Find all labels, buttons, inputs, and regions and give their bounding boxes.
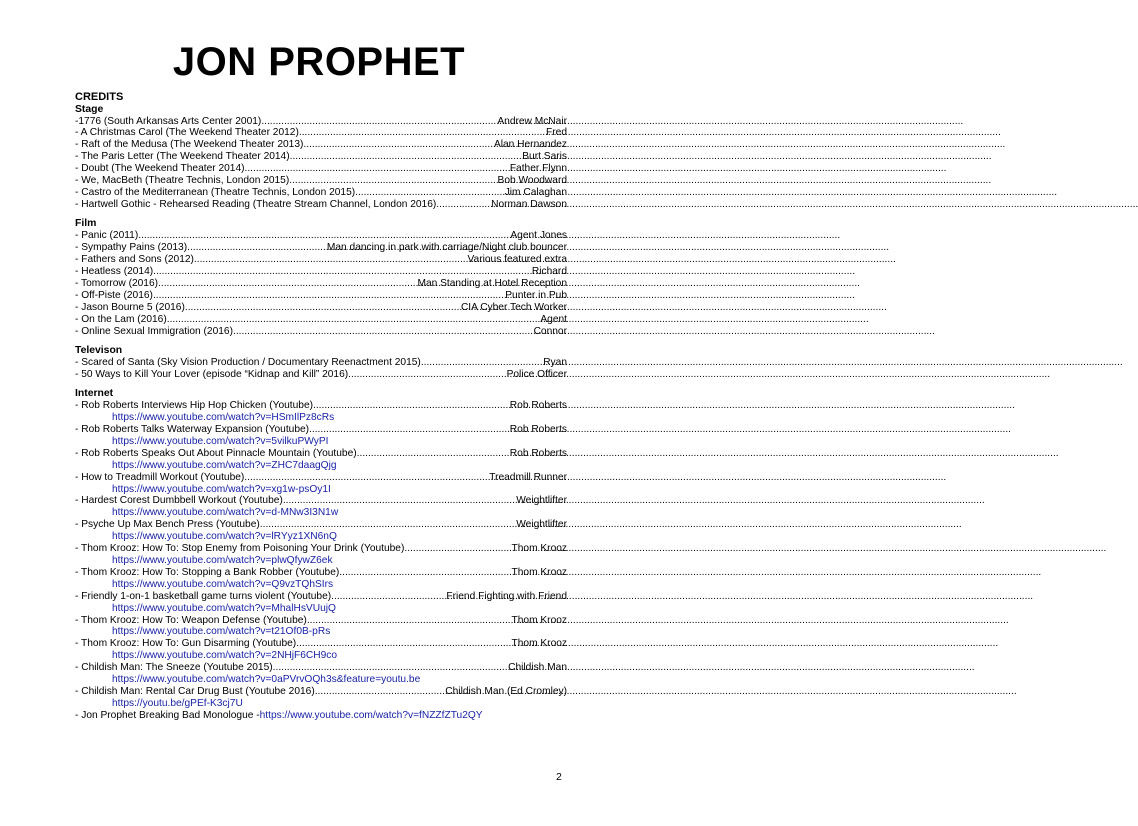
video-link[interactable]: https://www.youtube.com/watch?v=lRYyz1XN6nQ	[112, 531, 337, 543]
credit-title: - Doubt (The Weekend Theater 2014)	[75, 163, 245, 175]
credit-line	[75, 163, 567, 175]
dot-leader	[348, 369, 506, 381]
credit-title: - We, MacBeth (Theatre Technis, London 2015)	[75, 175, 290, 187]
video-link[interactable]: https://www.youtube.com/watch?v=d-MNw3I3N1w	[112, 507, 339, 519]
credit-title: - Hardest Corest Dumbbell Workout (Youtube)	[75, 495, 283, 507]
credit-line	[75, 448, 567, 460]
credit-title: - Fathers and Sons (2012)	[75, 254, 194, 266]
dot-leader	[355, 187, 505, 199]
video-link[interactable]: https://www.youtube.com/watch?v=5vilkuPWyPI	[112, 435, 329, 447]
credit-line	[75, 266, 567, 278]
credit-title: - Raft of the Medusa (The Weekend Theater 2013)	[75, 139, 304, 151]
credit-role: Agent	[540, 313, 567, 325]
credit-role: Childish Man	[508, 662, 567, 674]
dot-leader	[167, 314, 541, 326]
dot-leader	[138, 230, 510, 242]
credit-role: Treadmill Runner	[489, 471, 567, 483]
credit-title: - Thom Krooz: How To: Gun Disarming (Youtube)	[75, 638, 297, 650]
credit-role: Childish Man (Ed Cromley)	[445, 685, 567, 697]
video-link[interactable]: https://www.youtube.com/watch?v=0aPVrvOQh3s&feature=youtu.be	[112, 674, 421, 686]
credit-title: - Friendly 1-on-1 basketball game turns violent (Youtube)	[75, 590, 332, 602]
credit-line	[75, 662, 567, 674]
credit-role: Weightlifter	[516, 519, 567, 531]
credit-line	[75, 400, 567, 412]
credit-role: Ryan	[543, 356, 567, 368]
credit-title: - Sympathy Pains (2013)	[75, 242, 188, 254]
dot-leader	[339, 567, 511, 579]
credit-line	[75, 519, 567, 531]
credits-heading: CREDITS	[75, 91, 124, 103]
dot-leader	[357, 448, 510, 460]
credit-title: - 50 Ways to Kill Your Lover (episode “Kidnap and Kill” 2016)	[75, 368, 349, 380]
credit-title: - How to Treadmill Workout (Youtube)	[75, 471, 245, 483]
credit-title: - Jon Prophet Breaking Bad Monologue -	[75, 709, 260, 721]
credit-title: - Online Sexual Immigration (2016)	[75, 325, 233, 337]
video-link[interactable]: https://www.youtube.com/watch?v=fNZZfZTu2QY	[259, 709, 483, 721]
dot-leader	[244, 472, 489, 484]
dot-leader	[309, 424, 510, 436]
credit-title: - Childish Man: Rental Car Drug Bust (Youtube 2016)	[75, 685, 315, 697]
credit-line	[75, 710, 567, 722]
credit-role: Andrew McNair	[497, 115, 567, 127]
credit-role: Richard	[531, 265, 567, 277]
credit-role: CIA Cyber Tech Worker	[460, 301, 567, 313]
credit-role: Weightlifter	[516, 495, 567, 507]
credit-line	[75, 686, 567, 698]
credit-role: Connor	[533, 325, 567, 337]
dot-leader	[153, 266, 532, 278]
video-link[interactable]: https://www.youtube.com/watch?v=HSmIlPz8cRs	[112, 412, 335, 424]
dot-leader	[315, 686, 446, 698]
credit-role: Thom Krooz	[511, 543, 567, 555]
video-link[interactable]: https://www.youtube.com/watch?v=t21Of0B-pRs	[112, 626, 331, 638]
credit-line	[75, 369, 567, 381]
credit-role: Thom Krooz	[511, 638, 567, 650]
dot-leader	[158, 278, 417, 290]
credit-line	[75, 127, 567, 139]
internet-heading: Internet	[75, 388, 114, 400]
credit-title: - Childish Man: The Sneeze (Youtube 2015)	[75, 662, 273, 674]
credit-title: - A Christmas Carol (The Weekend Theater 2012)	[75, 127, 299, 139]
dot-leader	[436, 199, 491, 211]
credit-role: Various featured extra	[467, 254, 567, 266]
credit-line	[75, 290, 567, 302]
credit-line	[75, 495, 567, 507]
page-number: 2	[556, 771, 562, 783]
dot-leader	[245, 163, 510, 175]
dot-leader	[289, 175, 497, 187]
video-link[interactable]: https://youtu.be/gPEf-K3cj7U	[112, 697, 243, 709]
dot-leader	[283, 495, 516, 507]
credit-role: Thom Krooz	[511, 614, 567, 626]
credit-line	[75, 242, 567, 254]
credit-title: - Jason Bourne 5 (2016)	[75, 301, 185, 313]
credit-role: Bob Woodward	[497, 175, 567, 187]
credit-role: Punter in Pub	[505, 289, 567, 301]
credit-line	[75, 302, 567, 314]
dot-leader	[185, 302, 461, 314]
video-link[interactable]: https://www.youtube.com/watch?v=Q9vzTQhSIrs	[112, 578, 334, 590]
credit-line	[75, 139, 567, 151]
credit-role: Father Flynn	[509, 163, 567, 175]
stage-list	[75, 116, 567, 211]
credit-role: Agent Jones	[510, 230, 567, 242]
credit-title: - Castro of the Mediterranean (Theatre Technis, London 2015)	[75, 186, 356, 198]
credit-role: Alan Hernandez	[493, 139, 567, 151]
dot-leader	[290, 151, 523, 163]
television-heading: Televison	[75, 344, 123, 356]
credit-role: Man Standing at Hotel Reception	[417, 277, 567, 289]
credit-title: - Hartwell Gothic - Rehearsed Reading (Theatre Stream Channel, London 2016)	[75, 198, 437, 210]
dot-leader	[421, 357, 543, 369]
credit-role: Rob Roberts	[509, 400, 567, 412]
credit-line	[75, 199, 567, 211]
dot-leader	[299, 127, 546, 139]
credit-role: Rob Roberts	[509, 447, 567, 459]
video-link[interactable]: https://www.youtube.com/watch?v=plwQfywZ6ek	[112, 555, 333, 566]
credit-title: - Heatless (2014)	[75, 265, 154, 277]
credit-line	[75, 254, 567, 266]
dot-leader	[260, 519, 516, 531]
credit-role: Jim Calaghan	[504, 186, 567, 198]
credit-role: Man dancing in park with carriage/Night club bouncer	[326, 242, 567, 254]
credit-line	[75, 638, 567, 650]
credit-title: - Off-Piste (2016)	[75, 289, 153, 301]
credit-line	[75, 591, 567, 603]
film-list	[75, 230, 567, 337]
credit-line	[75, 424, 567, 436]
credit-title: - Scared of Santa (Sky Vision Production / Documentary Reenactment 2015)	[75, 356, 421, 368]
credits-content	[75, 91, 567, 722]
credit-role: Thom Krooz	[511, 566, 567, 578]
credit-role: Norman Dawson	[491, 198, 567, 210]
dot-leader	[194, 254, 468, 266]
video-link[interactable]: https://www.youtube.com/watch?v=ZHC7daagQjg	[112, 459, 337, 471]
credit-line	[75, 567, 567, 579]
credit-line	[75, 116, 567, 128]
credit-role: Burt Saris	[522, 151, 567, 163]
credit-role: Friend Fighting with Friend	[446, 590, 567, 602]
dot-leader	[261, 116, 497, 128]
internet-list	[75, 400, 567, 710]
credit-line	[75, 187, 567, 199]
credit-line	[75, 314, 567, 326]
dot-leader	[303, 139, 494, 151]
stage-heading: Stage	[75, 103, 104, 115]
credit-role: Rob Roberts	[509, 424, 567, 436]
credit-title: - Psyche Up Max Bench Press (Youtube)	[75, 519, 260, 531]
credit-title: - Tomorrow (2016)	[75, 277, 159, 289]
credit-line	[75, 278, 567, 290]
credit-line	[75, 472, 567, 484]
television-list	[75, 357, 567, 381]
credit-line	[75, 230, 567, 242]
credit-title: - On the Lam (2016)	[75, 313, 167, 325]
credit-title: - Rob Roberts Speaks Out About Pinnacle Mountain (Youtube)	[75, 447, 357, 459]
dot-leader	[296, 638, 511, 650]
dot-leader	[187, 242, 327, 254]
credit-title: -1776 (South Arkansas Arts Center 2001)	[75, 115, 262, 127]
credit-role: Police Officer	[506, 368, 567, 380]
dot-leader	[233, 326, 534, 338]
credit-title: - Rob Roberts Talks Waterway Expansion (Youtube)	[75, 424, 310, 436]
dot-leader	[307, 615, 512, 627]
credit-line	[75, 543, 567, 555]
credit-title: - Panic (2011)	[75, 230, 139, 242]
dot-leader	[331, 591, 446, 603]
credit-title: - Thom Krooz: How To: Weapon Defense (Youtube)	[75, 614, 307, 626]
video-link[interactable]: https://www.youtube.com/watch?v=xg1w-psOy1I	[112, 483, 331, 495]
page-title: JON PROPHET	[172, 40, 466, 84]
credit-line	[75, 326, 567, 338]
credit-title: - Thom Krooz: How To: Stopping a Bank Robber (Youtube)	[75, 566, 340, 578]
dot-leader	[404, 543, 511, 555]
credit-line	[75, 151, 567, 163]
credit-title: - Thom Krooz: How To: Stop Enemy from Poisoning Your Drink (Youtube)	[75, 543, 405, 555]
credit-title: - Rob Roberts Interviews Hip Hop Chicken (Youtube)	[75, 400, 314, 412]
dot-leader	[313, 400, 510, 412]
dot-leader	[273, 662, 508, 674]
credit-line	[75, 175, 567, 187]
credit-title: - The Paris Letter (The Weekend Theater 2014)	[75, 151, 290, 163]
video-link[interactable]: https://www.youtube.com/watch?v=MhalHsVUujQ	[112, 602, 336, 614]
video-link[interactable]: https://www.youtube.com/watch?v=2NHjF6CH9co	[112, 650, 338, 662]
dot-leader	[153, 290, 505, 302]
credit-line	[75, 615, 567, 627]
film-heading: Film	[75, 218, 97, 230]
credit-line	[75, 357, 567, 369]
credit-role: Fred	[546, 127, 567, 139]
